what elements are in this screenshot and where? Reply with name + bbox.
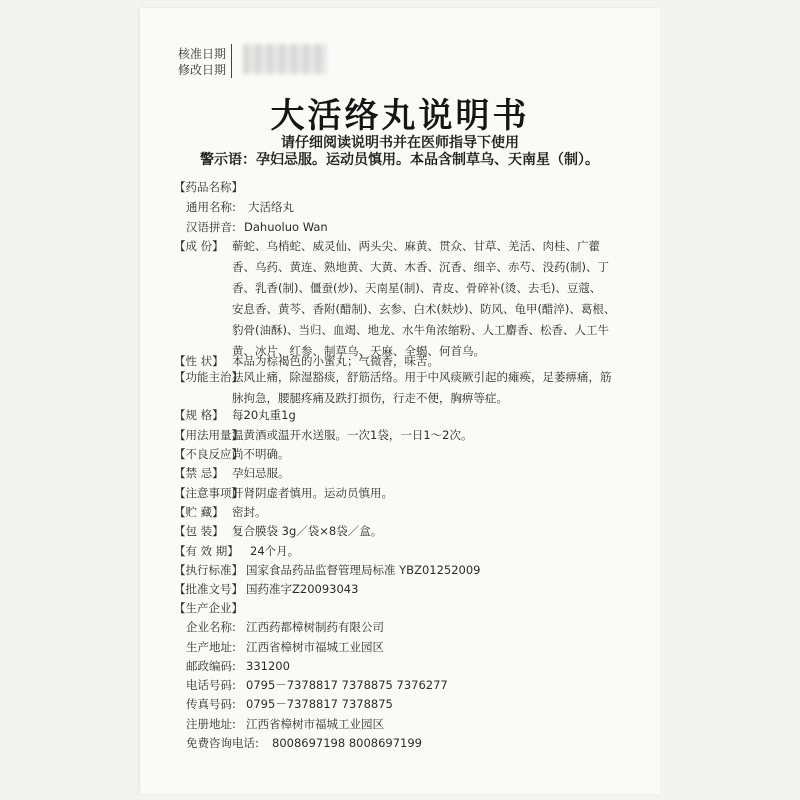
common-name-label: 通用名称: [186, 200, 236, 214]
stamp-divider [231, 44, 232, 78]
ingredients-label: 【成 份】 [174, 239, 224, 253]
usage-value: 温黄酒或温开水送服。一次1袋，一日1～2次。 [232, 428, 473, 442]
fax-value: 0795－7378817 7378875 [246, 697, 393, 711]
date-stamp-labels [178, 46, 226, 78]
phone-value: 0795－7378817 7378875 7376277 [246, 678, 448, 692]
precautions-label: 【注意事项】 [174, 486, 243, 500]
contraindications-label: 【禁 忌】 [174, 466, 224, 480]
approval-label: 【批准文号】 [174, 582, 243, 596]
indications-text [232, 367, 612, 409]
spec-label: 【规 格】 [174, 408, 224, 422]
document-title: 大活络丸说明书 [270, 96, 530, 136]
hotline-value: 8008697198 8008697199 [272, 736, 422, 750]
approve-date-label: 核准日期 [178, 47, 227, 61]
pinyin-value: Dahuoluo Wan [244, 220, 328, 234]
indications-label: 【功能主治】 [174, 370, 243, 384]
standard-value: 国家食品药品监督管理局标准 YBZ01252009 [246, 563, 481, 577]
modify-date-label: 修改日期 [178, 63, 227, 77]
address-value: 江西省樟树市福城工业园区 [246, 640, 384, 654]
fax-label: 传真号码: [186, 697, 236, 711]
postcode-value: 331200 [246, 659, 290, 673]
validity-label: 【有 效 期】 [174, 544, 239, 558]
adverse-label: 【不良反应】 [174, 447, 243, 461]
storage-value: 密封。 [232, 505, 267, 519]
postcode-label: 邮政编码: [186, 659, 236, 673]
approval-value: 国药准字Z20093043 [246, 582, 359, 596]
ingredients-line: 香、乌药、黄连、熟地黄、大黄、木香、沉香、细辛、赤芍、没药(制)、丁 [232, 260, 609, 274]
indications-line: 祛风止痛，除湿豁痰，舒筋活络。用于中风痰厥引起的瘫痪，足萎痹痛，筋 [232, 370, 612, 384]
ingredients-line: 安息香、黄芩、香附(醋制)、玄参、白术(麸炒)、防风、龟甲(醋淬)、葛根、 [232, 302, 616, 316]
ingredients-line: 蕲蛇、乌梢蛇、威灵仙、两头尖、麻黄、贯众、甘草、羌活、肉桂、广藿 [232, 239, 600, 253]
standard-label: 【执行标准】 [174, 563, 243, 577]
redacted-date-area [243, 44, 327, 74]
properties-label: 【性 状】 [174, 354, 224, 368]
adverse-value: 尚不明确。 [232, 447, 290, 461]
indications-line: 脉拘急，腰腿疼痛及跌打损伤，行走不便，胸痹等症。 [232, 391, 508, 405]
common-name-value: 大活络丸 [248, 200, 294, 214]
hotline-label: 免费咨询电话: [186, 736, 259, 750]
company-label: 企业名称: [186, 620, 236, 634]
storage-label: 【贮 藏】 [174, 505, 224, 519]
manufacturer-header: 【生产企业】 [174, 601, 243, 615]
validity-value: 24个月。 [250, 544, 300, 558]
document-subtitle: 请仔细阅读说明书并在医师指导下使用 [281, 135, 519, 151]
ingredients-line: 豹骨(油酥)、当归、血竭、地龙、水牛角浓缩粉、人工麝香、松香、人工牛 [232, 323, 609, 337]
phone-label: 电话号码: [186, 678, 236, 692]
ingredients-line: 黄、冰片、红参、制草乌、天麻、全蝎、何首乌。 [232, 344, 485, 358]
contraindications-value: 孕妇忌服。 [232, 466, 290, 480]
ingredients-text [232, 236, 615, 362]
drug-name-header: 【药品名称】 [174, 180, 243, 194]
warning-statement: 警示语：孕妇忌服。运动员慎用。本品含制草乌、天南星（制）。 [200, 152, 599, 168]
package-value: 复合膜袋 3g／袋×8袋／盒。 [232, 524, 383, 538]
properties-value: 本品为棕褐色的小蜜丸；气微香，味苦。 [232, 354, 439, 368]
package-label: 【包 装】 [174, 524, 224, 538]
registered-address-label: 注册地址: [186, 717, 236, 731]
precautions-value: 肝肾阴虚者慎用。运动员慎用。 [232, 486, 393, 500]
spec-value: 每20丸重1g [232, 408, 296, 422]
pinyin-label: 汉语拼音: [186, 220, 236, 234]
ingredients-line: 香、乳香(制)、僵蚕(炒)、天南星(制)、青皮、骨碎补(烫、去毛)、豆蔻、 [232, 281, 602, 295]
company-value: 江西药都樟树制药有限公司 [246, 620, 384, 634]
registered-address-value: 江西省樟树市福城工业园区 [246, 717, 384, 731]
usage-label: 【用法用量】 [174, 428, 243, 442]
address-label: 生产地址: [186, 640, 236, 654]
